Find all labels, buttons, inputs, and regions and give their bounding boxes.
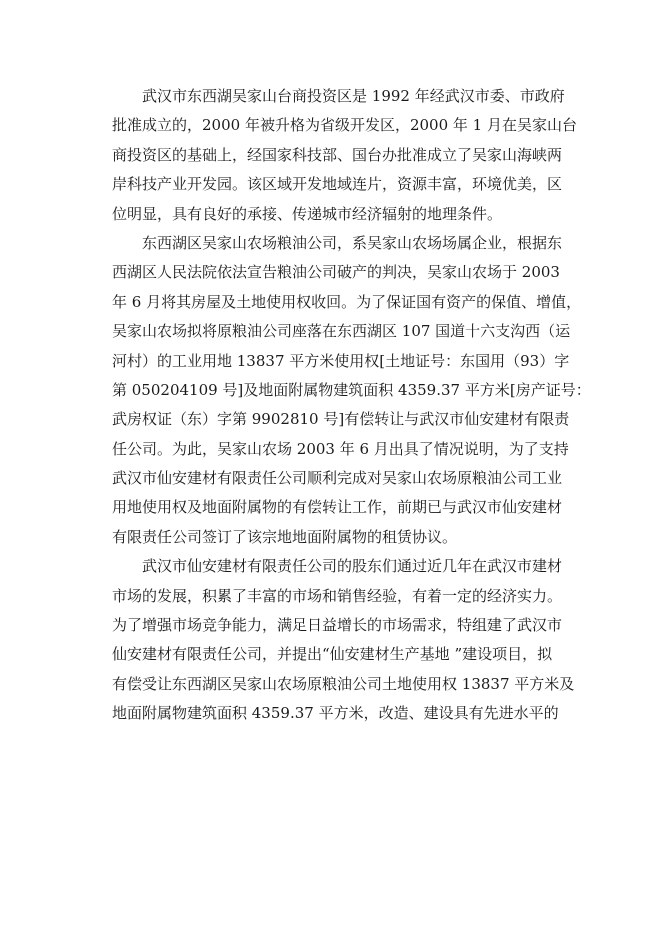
- text-line: 有偿受让东西湖区吴家山农场原粮油公司土地使用权 13837 平方米及: [112, 674, 575, 693]
- text-line: 岸科技产业开发园。该区域开发地域连片，资源丰富，环境优美，区: [112, 175, 563, 194]
- document-body: [112, 82, 591, 729]
- text-line: 第 050204109 号]及地面附属物建筑面积 4359.37 平方米[房产证号：: [112, 380, 591, 399]
- text-line: 河村）的工业用地 13837 平方米使用权[土地证号：东国用（93）字: [112, 351, 570, 370]
- text-line: 武汉市仙安建材有限责任公司的股东们通过近几年在武汉市建材: [142, 557, 563, 576]
- text-line: 东西湖区吴家山农场粮油公司，系吴家山农场场属企业，根据东: [142, 233, 563, 252]
- text-line: 任公司。为此，吴家山农场 2003 年 6 月出具了情况说明，为了支持: [112, 439, 569, 458]
- paragraph-1: [112, 82, 577, 229]
- text-line: 市场的发展，积累了丰富的市场和销售经验，有着一定的经济实力。: [112, 586, 563, 605]
- text-line: 年 6 月将其房屋及土地使用权收回。为了保证国有资产的保值、增值，: [112, 292, 582, 311]
- text-line: 仙安建材有限责任公司，并提出“仙安建材生产基地 ”建设项目，拟: [112, 645, 553, 664]
- text-line: 有限责任公司签订了该宗地地面附属物的租赁协议。: [112, 527, 458, 546]
- text-line: 武汉市仙安建材有限责任公司顺利完成对吴家山农场原粮油公司工业: [112, 469, 563, 488]
- text-line: 用地使用权及地面附属物的有偿转让工作，前期已与武汉市仙安建材: [112, 498, 563, 517]
- text-line: 地面附属物建筑面积 4359.37 平方米，改造、建设具有先进水平的: [112, 704, 559, 723]
- text-line: 吴家山农场拟将原粮油公司座落在东西湖区 107 国道十六支沟西（运: [112, 322, 571, 341]
- paragraph-3: [112, 552, 575, 728]
- text-line: 批准成立的，2000 年被升格为省级开发区，2000 年 1 月在吴家山台: [112, 116, 577, 135]
- text-line: 武汉市东西湖吴家山台商投资区是 1992 年经武汉市委、市政府: [142, 87, 565, 105]
- text-line: 位明显，具有良好的承接、传递城市经济辐射的地理条件。: [112, 204, 503, 223]
- text-line: 西湖区人民法院依法宣告粮油公司破产的判决，吴家山农场于 2003: [112, 263, 560, 282]
- paragraph-2: [112, 229, 591, 552]
- text-line: 为了增强市场竞争能力，满足日益增长的市场需求，特组建了武汉市: [112, 616, 563, 635]
- text-line: 商投资区的基础上，经国家科技部、国台办批准成立了吴家山海峡两: [112, 145, 563, 164]
- text-line: 武房权证（东）字第 9902810 号]有偿转让与武汉市仙安建材有限责: [112, 410, 570, 429]
